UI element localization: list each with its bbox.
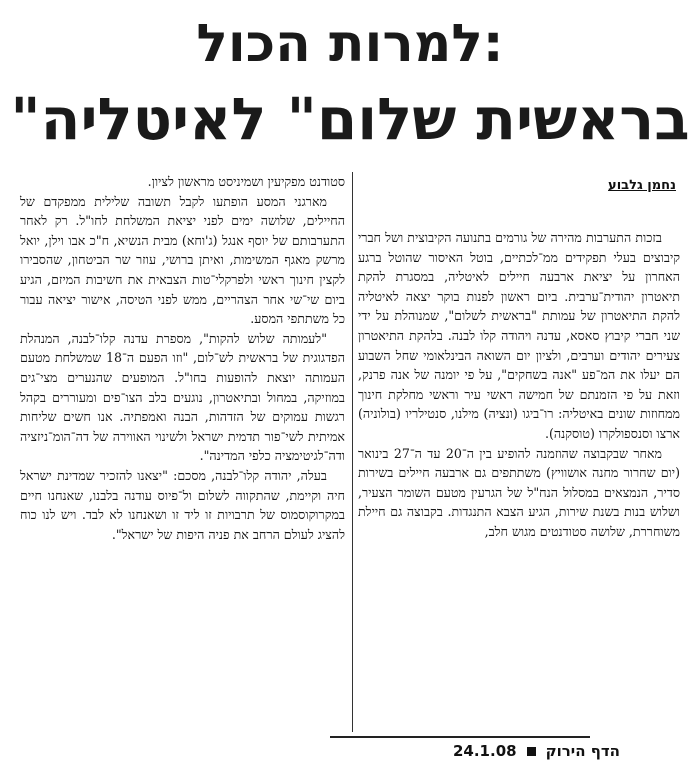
paragraph: "לעמותה שלוש להקות", מספרת עדנה קלו־לבנה, המנהלת הפדגוגית של בראשית לש־לום, "וזו הפעם ה־18 שמשלחת מטעם העמותה יוצאת להופעות בחו"ל. המופעים שהנערים מצי־גים במוזיקה, במחול ובתיאטרון, נוגעים בלב הצו־פים ומעוררים בקהל רגשות עמוקים של הזדהות, הבנה ואמפתיה. אנו חשים שליחות אמיתית לשי־פור תדמית ישראל ולשינוי האווירה של דה־הומ־ניזציה ודה־לגיטימציה כלפי המדינה". [20, 330, 345, 464]
paragraph: בזכות התערבות מהירה של גורמים בתנועה הקיבוצית ושל חברי קיבוצים בעלי תפקידים ממ־לכתיים, בוטל האיסור שהוטל ברגע האחרון על יציאת ארבעה חיילים לאיטליה, במסגרת להקת תיאטרון יהודית־ערבית. ביום ראשון לפנות בוקר יצאה לאיטליה להקת התיאטרון של עמותת "בראשית לשלום", שמנוהלת על ידי שני חברי קיבוץ סאסא, עדנה ויהודה קלו לבנה. בלהקת התיאטרון צעירים יהודים וערבים, ולציון יום השואה הבינלאומי שחל השבוע הם יעלו את המ־פע "אנה בשחקים", על פי יומנה של אנה פרנק, וזאת על פי הזמנתם של חמישה ראשי עיר וראשי מחלקת חינוך ממחוזות שונים באיטליה: רו־ביגו (ונציה) מילנו, סנטילריו (בולוניה) ארצו וסנספולקרו (טוסקנה). [358, 230, 680, 441]
square-bullet-icon [527, 747, 536, 756]
headline-line-1: למרות הכול: [196, 14, 504, 74]
footer-date: 24.1.08 [452, 742, 517, 760]
footer-publication: הדף הירוק [545, 742, 620, 760]
article-column-left [20, 172, 345, 544]
column-divider [352, 172, 353, 732]
paragraph: סטודנט מפקיעין ושמיניסט מראשון לציון. [147, 174, 345, 189]
footer [400, 740, 620, 762]
paragraph: מארגני המסע הופתעו לקבל תשובה שלילית ממפקדם של החיילים, שלושה ימים לפני יציאת המשלחת לחו"ל. רק לאחר התערבותם של יוסף אנגל (ג'וחא) מבית הנשיא, ח"כ אבו וילן, יואל מרשק מאגף המשימות, ואיתן ברושי, עוזר שר הביטחון, שהסבירו לקצין חינוך ראשי ולפרקלי־טות הצבאית את חשיבות המיזם, הגיע ביום שי־שי אחר הצהריים, ממש לפני הטיסה, אישור יציאה עבור כל משתתפי המסע. [20, 193, 345, 327]
paragraph: בעלה, יהודה קלו־לבנה, מסכם: "יצאנו להזכיר שמדינת ישראל חיה וקיימת, שהתקווה לשלום ול־פיוס עודנה בלבנו, שאנחנו חיים במקרוקוסמוס של תרבויות זו ליד זו ושאנחנו לא לבד. ויש לנו כוח להציג לעולם הרחב את פניה היפות של ישראל". [20, 467, 345, 542]
byline: נחמן גלבוע [608, 178, 676, 193]
headline-line-2: "בראשית שלום" לאיטליה [10, 85, 690, 153]
article-column-right [358, 228, 680, 542]
paragraph: מאחר שבקבוצה שהוזמנה להופיע בין ה־20 עד ה־27 בינואר (יום שחרור מחנה אושוויץ) משתתפים גם ארבעה חיילים בשירות סדיר, הנמצאים במסלול הנח"ל של הגרעין מטעם השומר הצעיר, ושלוש בנות בשנת שירות, הגיע הצבא התנגדות. בקבוצה גם חיילת משוחררת, שלושה סטודנטים מגוש חלב, [358, 445, 680, 539]
footer-rule [330, 736, 590, 738]
